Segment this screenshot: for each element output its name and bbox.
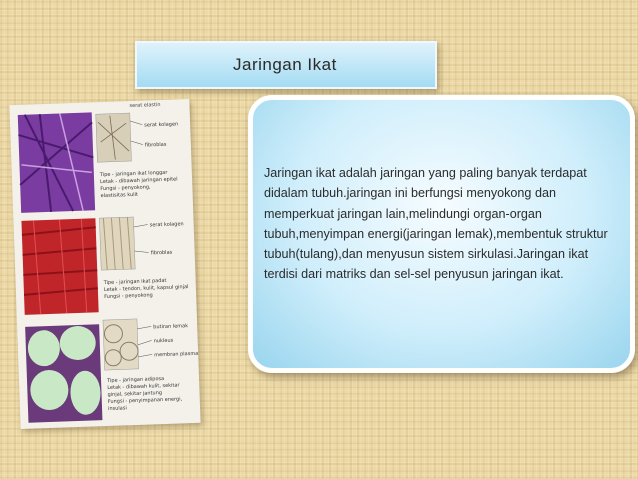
figure-caption-line: insulasi [107,405,127,412]
figure-label: nukleus [153,337,174,345]
figure-caption-line: Fungsi - penyokong [104,292,153,301]
connective-tissue-figure [9,99,200,429]
figure-caption-line: Letak - dibawah jaringan epitel [100,176,178,186]
figure-caption-line: Letak - tendon, kulit, kapsul ginjal [103,284,189,294]
slide-title: Jaringan Ikat [233,55,337,74]
figure-label: serat kolagen [144,121,179,129]
content-box [248,95,635,373]
figure-label: butiran lemak [153,323,189,331]
figure-label: membran plasma [154,350,199,359]
figure-caption-line: elastisitas kulit [100,191,139,200]
figure-caption-line: Tipe - jaringan ikat padat [103,277,167,287]
figure-header: serat elastin [129,101,161,110]
figure-caption-line: Letak - dibawah kulit, sekitar [107,382,180,391]
figure-label: fibroblas [150,249,173,257]
slide-title-box [135,41,437,89]
figure-caption-line: ginjal, sekitar jantung [107,390,163,398]
figure-caption-line: Fungsi - penyimpanan energi, [107,396,183,405]
tissue-figure-graphic [9,99,200,429]
body-text: Jaringan ikat adalah jaringan yang paling banyak terdapat didalam tubuh.jaringan ini berfungsi menyokong dan memperkuat jaringan lain,melindungi organ-organ tubuh,menyimpan energi(jaringan lemak),membentuk struktur tubuh(tulang),dan menyusun sistem sirkulasi.Jaringan ikat terdisi dari matriks dan sel-sel penyusun jaringan ikat. [264,166,608,282]
figure-caption-line: Fungsi - penyokong, [100,184,151,193]
figure-label: fibroblas [144,141,167,149]
figure-caption-line: Tipe - jaringan adiposa [106,376,165,384]
figure-label: serat kolagen [149,221,184,229]
figure-caption-line: Tipe - jaringan ikat longgar [99,169,168,179]
